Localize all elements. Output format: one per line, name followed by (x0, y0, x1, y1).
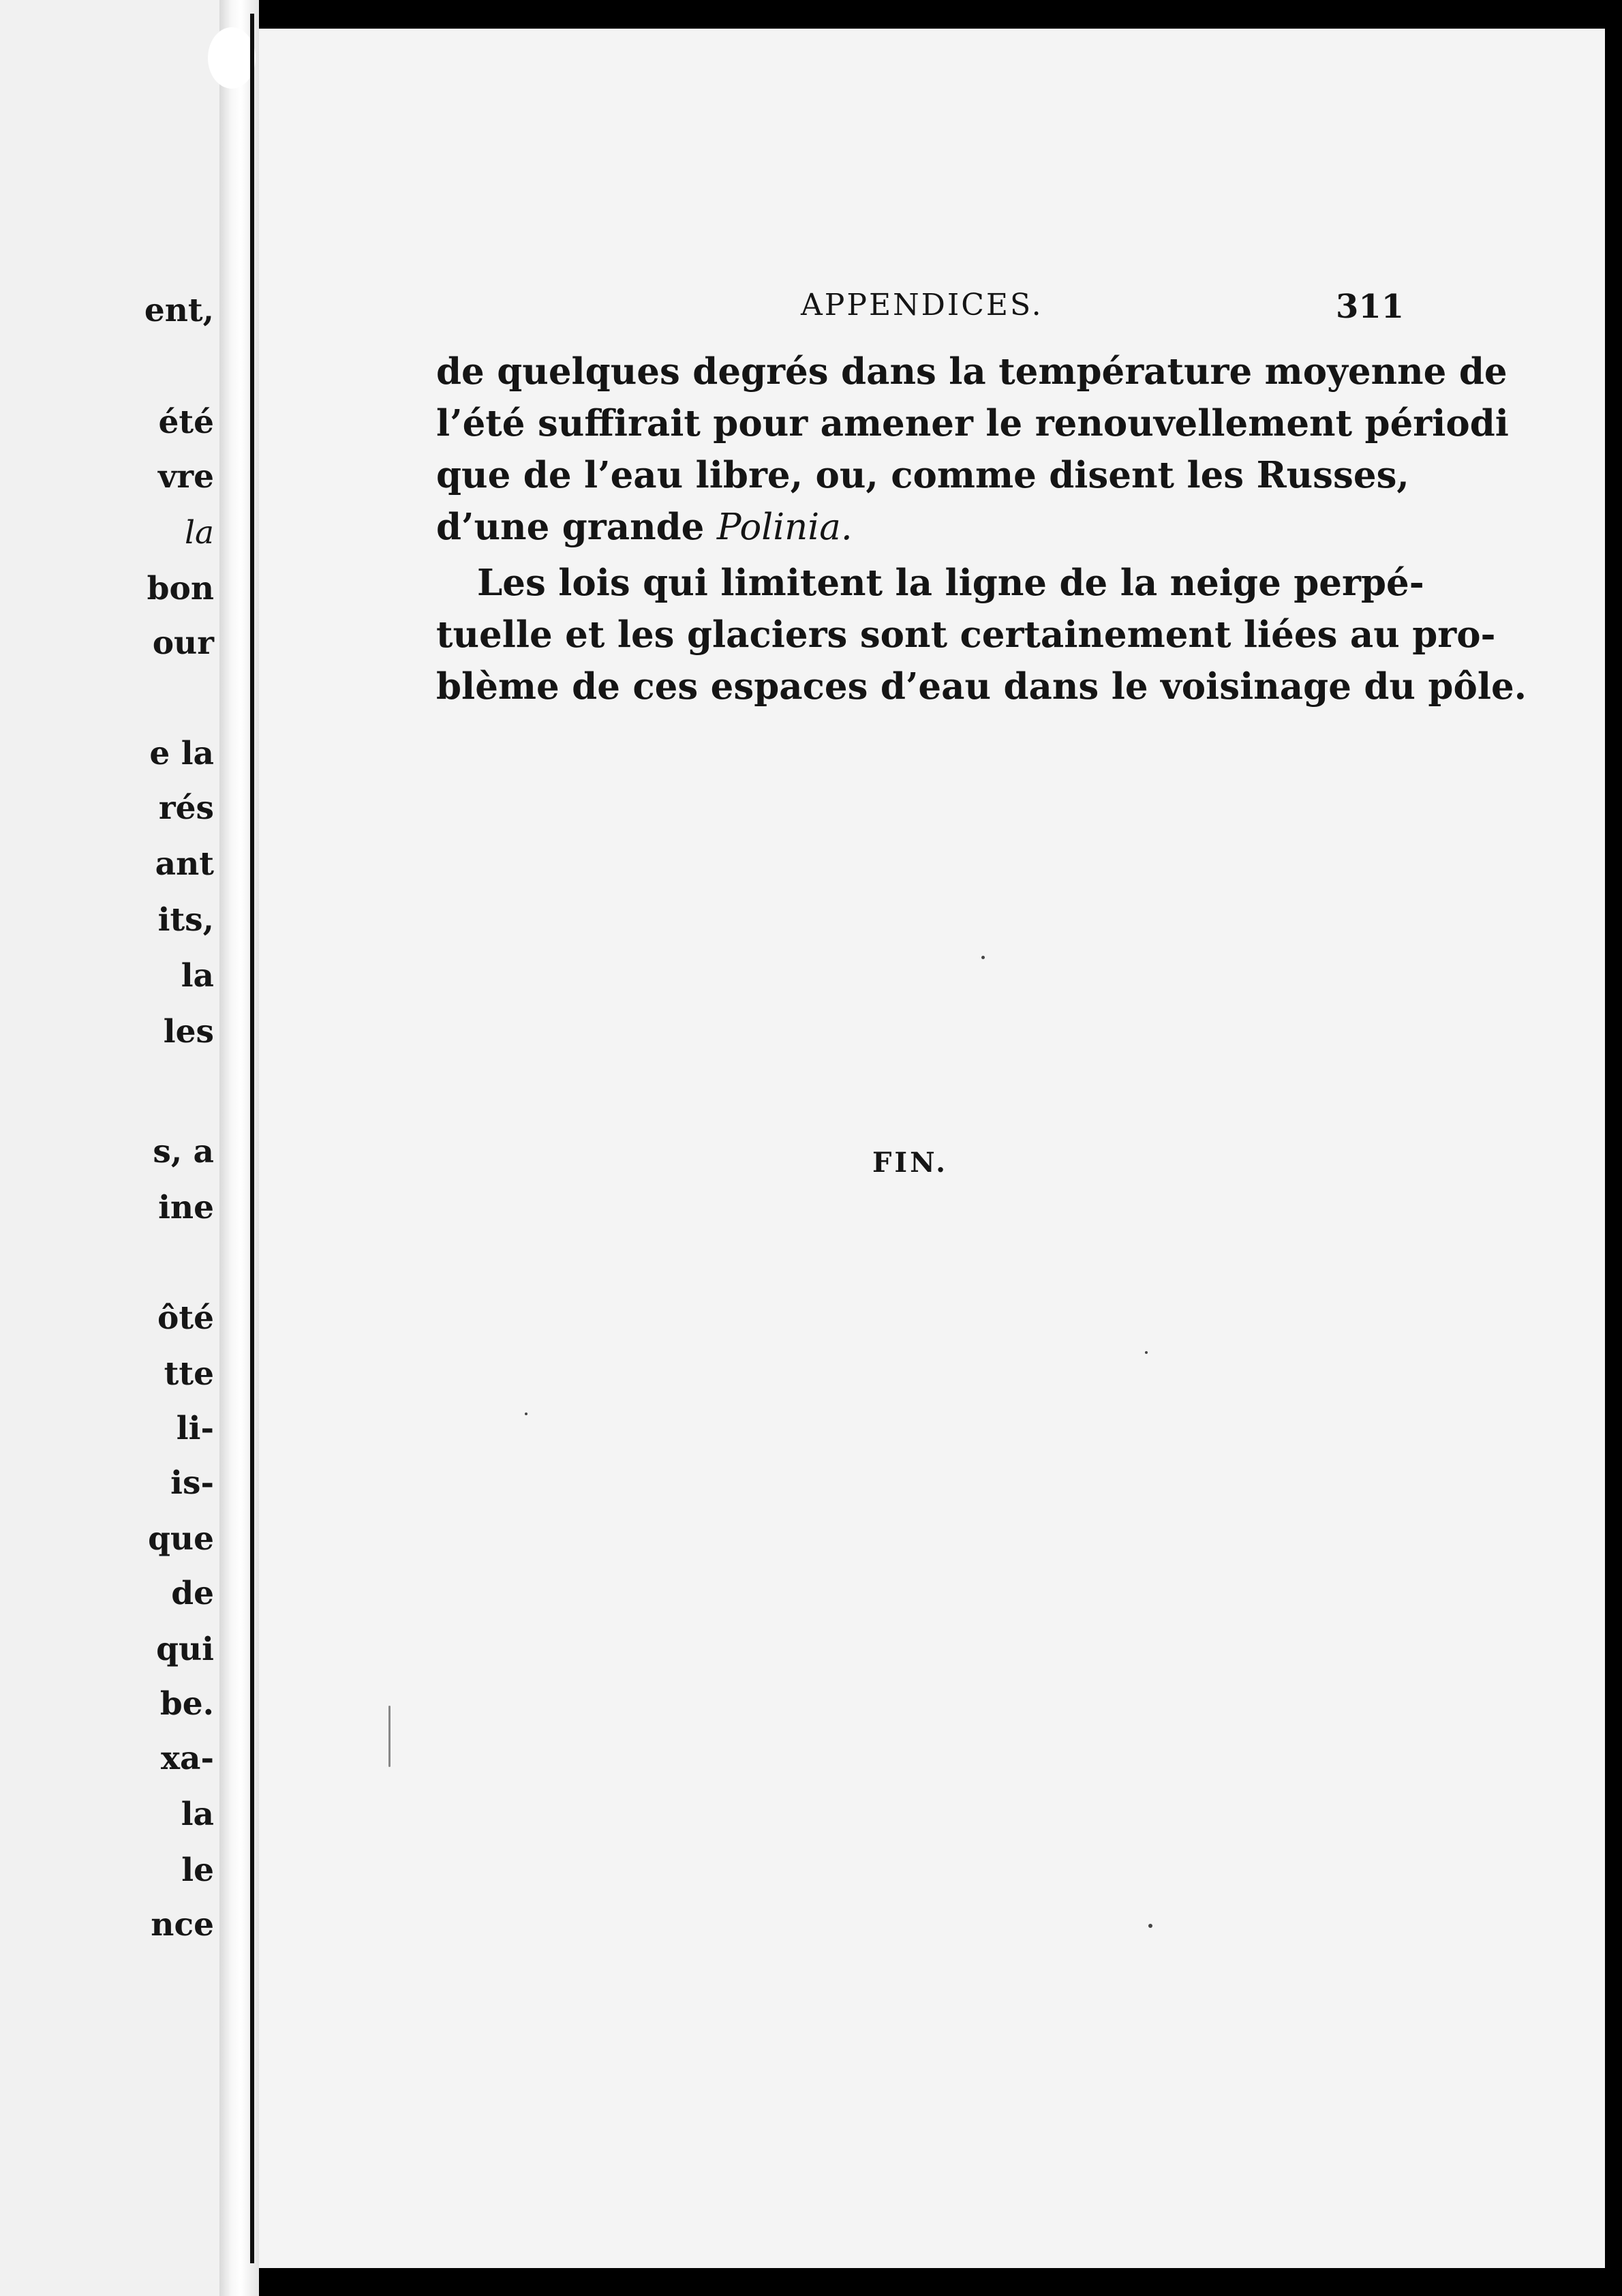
left-fragment-line: is- (170, 1464, 214, 1502)
left-fragment-line: le (181, 1852, 214, 1889)
left-fragment-line: s, a (153, 1133, 214, 1170)
page-311 (259, 29, 1605, 2268)
paper-speck (1148, 1924, 1152, 1928)
left-fragment-line: la (184, 514, 214, 552)
gutter-glare (208, 27, 256, 89)
body-text (436, 346, 1527, 712)
text-line: de quelques degrés dans la température moyenne de (436, 350, 1508, 393)
page-number: 311 (1336, 288, 1405, 326)
binding-edge (250, 14, 254, 2263)
left-fragment-line: les (163, 1013, 214, 1051)
left-fragment-line: ine (158, 1189, 214, 1226)
paper-speck (525, 1413, 527, 1415)
left-fragment-line: nce (151, 1906, 214, 1944)
left-fragment-line: ôté (157, 1299, 214, 1337)
left-fragment-line: qui (156, 1631, 214, 1668)
left-fragment-line: ant (155, 845, 214, 883)
text-line (436, 501, 1390, 553)
running-head: APPENDICES. (801, 288, 1043, 322)
left-fragment-line: bon (147, 570, 214, 607)
left-fragment-line: de (171, 1575, 214, 1612)
left-fragment-line: its, (157, 901, 214, 939)
left-fragment-line: la (181, 957, 214, 995)
paper-speck (1145, 1351, 1148, 1354)
text-line: tuelle et les glaciers sont certainement liées au pro- (436, 614, 1496, 656)
left-fragment-line: rés (158, 789, 214, 827)
paper-speck (981, 956, 985, 959)
left-page-fragment (0, 0, 219, 2296)
text-line: Les lois qui limitent la ligne de la neige perpé- (477, 562, 1424, 604)
left-fragment-line: tte (164, 1355, 214, 1393)
left-fragment-line: été (158, 404, 214, 441)
left-fragment-line: que (148, 1520, 214, 1558)
left-fragment-line: e la (149, 735, 214, 772)
text-line: l’été suffirait pour amener le renouvellement périodi (436, 402, 1509, 444)
left-fragment-line: our (152, 624, 214, 662)
text-line: blème de ces espaces d’eau dans le voisinage du pôle. (436, 665, 1527, 708)
left-fragment-line: la (181, 1796, 214, 1833)
end-mark: FIN. (872, 1147, 949, 1179)
left-fragment-line: ent, (144, 292, 214, 329)
paper-mark (388, 1706, 391, 1767)
left-fragment-line: be. (159, 1685, 214, 1723)
page-header (259, 288, 1605, 329)
italic-term: Polinia. (716, 507, 853, 548)
left-fragment-line: li- (176, 1410, 214, 1447)
text-line: que de l’eau libre, ou, comme disent les Russes, (436, 454, 1409, 496)
left-fragment-line: xa- (161, 1740, 214, 1777)
text-run: d’une grande (436, 506, 705, 548)
left-fragment-line: vre (158, 458, 214, 496)
